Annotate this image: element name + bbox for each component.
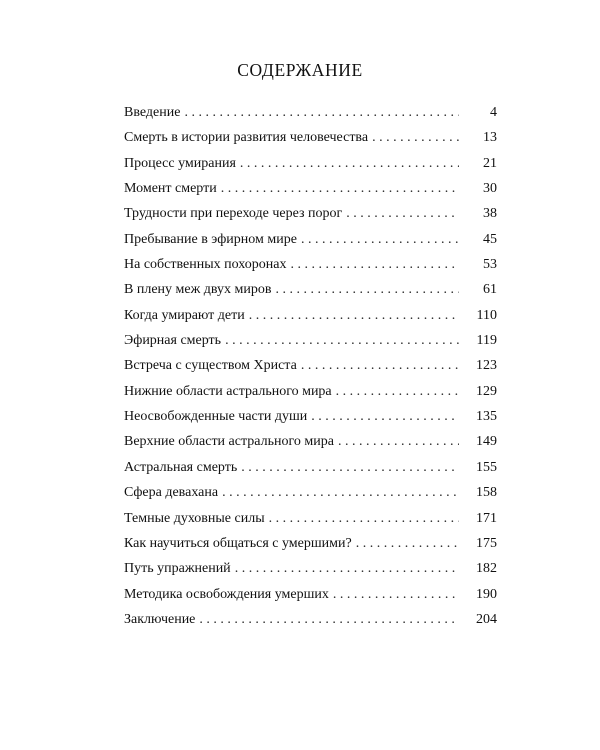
- toc-entry-title: Смерть в истории развития человечества: [124, 130, 369, 146]
- toc-dot-leader: [199, 607, 459, 632]
- toc-entry: [124, 455, 497, 480]
- toc-entry-title: В плену меж двух миров: [124, 282, 272, 298]
- toc-entry-title: Когда умирают дети: [124, 307, 245, 323]
- toc-entry-page: 45: [483, 231, 497, 247]
- toc-dot-leader: [301, 353, 459, 378]
- toc-entry-page: 158: [476, 485, 497, 501]
- toc-entry-page: 110: [476, 307, 497, 323]
- toc-entry-title: Пребывание в эфирном мире: [124, 231, 297, 247]
- toc-entry: [124, 125, 497, 150]
- toc-entry-page: 21: [483, 155, 497, 171]
- toc-dot-leader: [346, 201, 459, 226]
- toc-entry-page: 53: [483, 257, 497, 273]
- toc-entry: [124, 353, 497, 378]
- toc-entry: [124, 556, 497, 581]
- toc-entry: [124, 429, 497, 454]
- toc-entry: [124, 328, 497, 353]
- toc-dot-leader: [356, 531, 459, 556]
- toc-entry: [124, 176, 497, 201]
- toc-entry-page: 4: [490, 105, 497, 120]
- toc-entry: [124, 506, 497, 531]
- toc-entry-page: 38: [483, 206, 497, 222]
- toc-entry-page: 129: [476, 383, 497, 399]
- toc-dot-leader: [235, 556, 459, 581]
- toc-entry: [124, 227, 497, 252]
- toc-entry: [124, 252, 497, 277]
- toc-entry-page: 155: [476, 459, 497, 475]
- toc-entry-title: Астральная смерть: [124, 459, 238, 475]
- toc-entry-title: Методика освобождения умерших: [124, 586, 329, 602]
- toc-entry-title: Темные духовные силы: [124, 510, 265, 526]
- toc-dot-leader: [333, 582, 459, 607]
- toc-entry-title: Введение: [124, 105, 181, 120]
- toc-dot-leader: [240, 151, 459, 176]
- toc-entry-page: 135: [476, 409, 497, 425]
- toc-entry-page: 190: [476, 586, 497, 602]
- page-title: СОДЕРЖАНИЕ: [237, 60, 363, 80]
- toc-dot-leader: [311, 404, 459, 429]
- toc-dot-leader: [301, 227, 459, 252]
- toc-entry-page: 61: [483, 282, 497, 298]
- toc-entry: [124, 480, 497, 505]
- table-of-contents: [124, 100, 497, 632]
- toc-dot-leader: [372, 125, 459, 150]
- toc-entry-page: 13: [483, 130, 497, 146]
- toc-dot-leader: [276, 277, 460, 302]
- toc-entry: [124, 201, 497, 226]
- toc-entry-page: 123: [476, 358, 497, 374]
- toc-entry-title: Сфера девахана: [124, 485, 219, 501]
- toc-entry-title: Путь упражнений: [124, 561, 231, 577]
- toc-dot-leader: [222, 480, 459, 505]
- toc-entry: [124, 151, 497, 176]
- toc-entry-title: Эфирная смерть: [124, 333, 222, 349]
- toc-entry-page: 171: [476, 510, 497, 526]
- toc-entry-title: Процесс умирания: [124, 155, 236, 171]
- toc-entry-title: Момент смерти: [124, 181, 217, 197]
- toc-dot-leader: [225, 328, 459, 353]
- toc-entry: [124, 303, 497, 328]
- toc-dot-leader: [221, 176, 459, 201]
- toc-entry-title: Неосвобожденные части души: [124, 409, 308, 425]
- toc-entry-title: Трудности при переходе через порог: [124, 206, 343, 222]
- toc-entry-page: 30: [483, 181, 497, 197]
- toc-dot-leader: [338, 429, 459, 454]
- toc-entry: [124, 582, 497, 607]
- toc-entry: [124, 100, 497, 125]
- toc-entry: [124, 277, 497, 302]
- toc-entry-page: 119: [476, 333, 497, 349]
- toc-entry-title: Верхние области астрального мира: [124, 434, 334, 450]
- toc-entry-page: 175: [476, 535, 497, 551]
- toc-entry-title: Заключение: [124, 611, 196, 627]
- toc-entry: [124, 379, 497, 404]
- toc-entry: [124, 404, 497, 429]
- toc-entry: [124, 607, 497, 632]
- toc-dot-leader: [336, 379, 459, 404]
- toc-dot-leader: [249, 303, 459, 328]
- toc-dot-leader: [184, 100, 459, 125]
- toc-entry-title: На собственных похоронах: [124, 257, 287, 273]
- toc-dot-leader: [269, 506, 459, 531]
- toc-entry-title: Нижние области астрального мира: [124, 383, 332, 399]
- toc-entry-title: Встреча с существом Христа: [124, 358, 297, 374]
- toc-entry-page: 204: [476, 611, 497, 627]
- toc-dot-leader: [241, 455, 459, 480]
- toc-entry-page: 182: [476, 561, 497, 577]
- toc-entry-title: Как научиться общаться с умершими?: [124, 535, 352, 551]
- toc-entry: [124, 531, 497, 556]
- toc-dot-leader: [290, 252, 459, 277]
- toc-entry-page: 149: [476, 434, 497, 450]
